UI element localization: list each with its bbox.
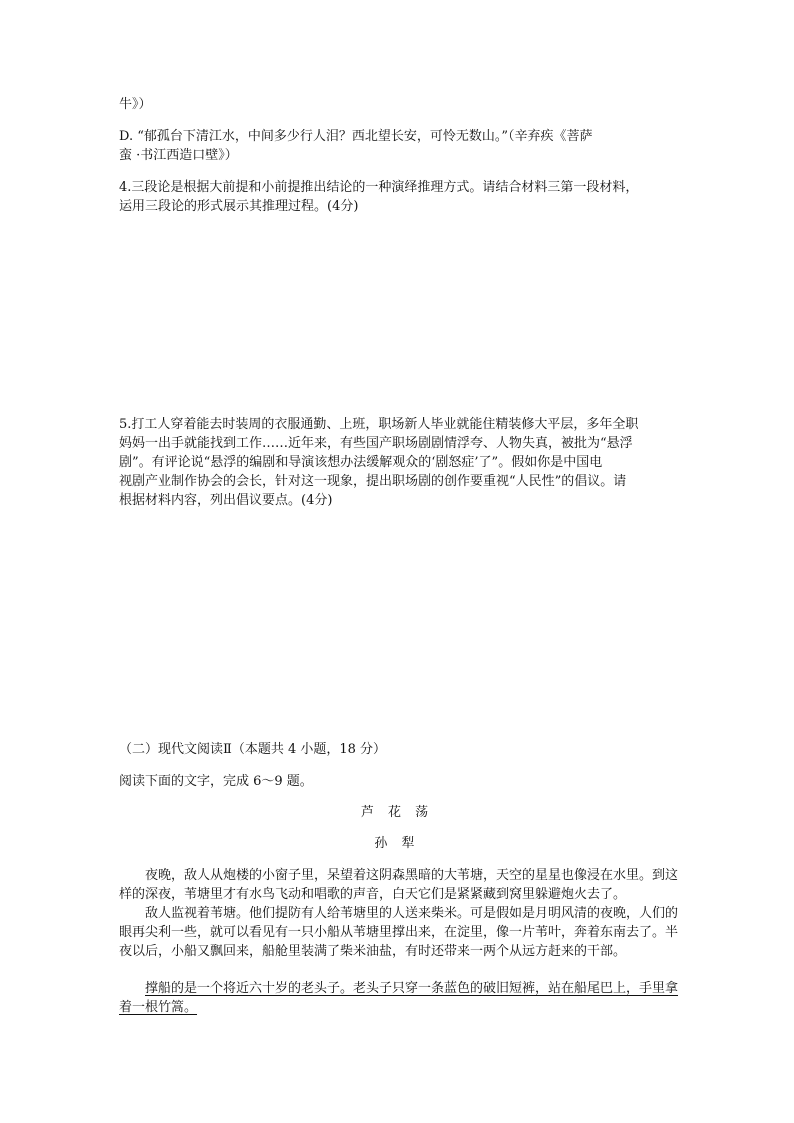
- question-4-line-1: 4.三段论是根据大前提和小前提推出结论的一种演绎推理方式。请结合材料三第一段材料，: [119, 180, 639, 195]
- question-5-line-5: 根据材料内容，列出倡议要点。(4分): [119, 493, 333, 508]
- reading-instruction: 阅读下面的文字，完成 6～9 题。: [119, 774, 313, 789]
- story-author: 孙 犁: [374, 836, 420, 851]
- option-d-line-2: 蛮 ·书江西造口壁》）: [119, 148, 238, 163]
- story-paragraph-3: [119, 979, 679, 1017]
- question-5-line-4: 视剧产业制作协会的会长，针对这一现象，提出职场剧的创作要重视“人民性”的倡议。请: [119, 474, 627, 489]
- underlined-sentence: 撑船的是一个将近六十岁的老头子。老头子只穿一条蓝色的破旧短裤，站在船尾巴上，手里拿着一根竹篙。: [119, 981, 679, 1015]
- option-d-line-1: D. “郁孤台下清江水，中间多少行人泪？西北望长安，可怜无数山。”（辛弃疾《菩萨: [119, 129, 593, 144]
- question-5-line-1: 5.打工人穿着能去时装周的衣服通勤、上班，职场新人毕业就能住精装修大平层，多年全职: [119, 417, 639, 432]
- story-title: 芦 花 荡: [360, 805, 434, 820]
- story-paragraph-1: 夜晚，敌人从炮楼的小窗子里，呆望着这阴森黑暗的大苇塘，天空的星星也像浸在水里。到这样的深夜，苇塘里才有水鸟飞动和唱歌的声音，白天它们是紧紧藏到窝里躲避炮火去了。: [119, 868, 679, 902]
- question-4-line-2: 运用三段论的形式展示其推理过程。(4分): [119, 199, 359, 214]
- option-c-tail: 牛》）: [119, 97, 152, 112]
- question-5-line-2: 妈妈一出手就能找到工作……近年来，有些国产职场剧剧情浮夸、人物失真，被批为“悬浮: [119, 436, 633, 451]
- section-heading: （二）现代文阅读Ⅱ（本题共 4 小题，18 分）: [119, 742, 387, 757]
- story-paragraph-2: 敌人监视着苇塘。他们提防有人给苇塘里的人送来柴米。可是假如是月明风清的夜晚，人们的眼再尖利一些，就可以看见有一只小船从苇塘里撑出来，在淀里，像一片苇叶，奔着东南去了。半夜以后，小船又飘回来，船舱里装满了柴米油盐，有时还带来一两个从远方赶来的干部。: [119, 906, 679, 959]
- question-5-line-3: 剧”。有评论说“悬浮的编剧和导演该想办法缓解观众的‘剧怒症’了”。假如你是中国电: [119, 455, 603, 470]
